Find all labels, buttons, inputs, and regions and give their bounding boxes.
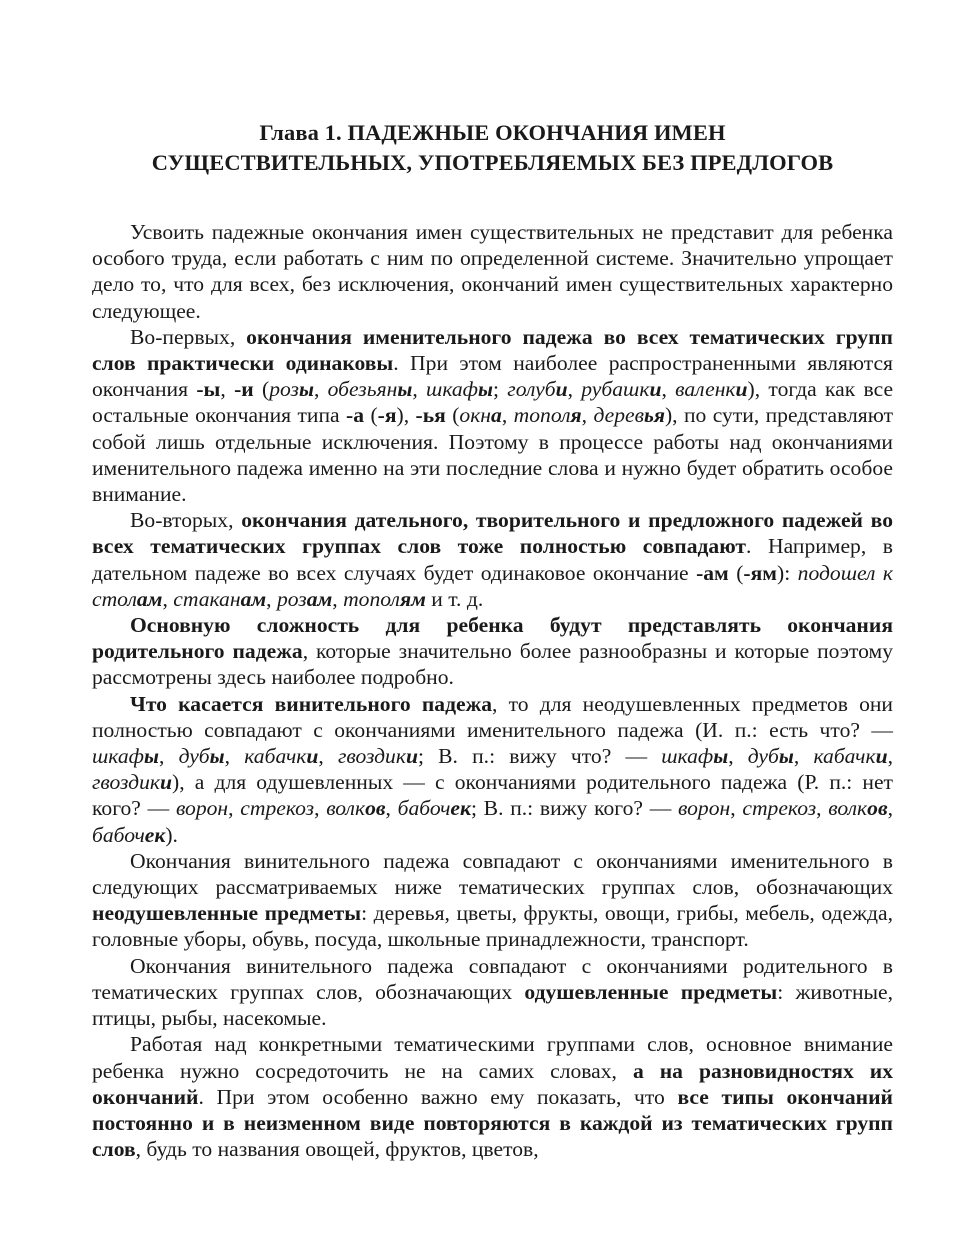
text-run: ов (867, 796, 888, 821)
text-run: ы (778, 744, 794, 769)
text-run: ( (364, 403, 378, 428)
text-run: окн (459, 403, 492, 428)
text-run: Что касается винительного падежа (130, 691, 493, 716)
text-run: бабоч (397, 796, 451, 821)
text-run: ям (399, 586, 426, 611)
paragraph (92, 953, 893, 1032)
text-run: Работая над конкретными тематическими группами слов, основное внимание ребенка нужно сосредоточить не на самих словах, (92, 1032, 893, 1083)
text-run: ), (396, 403, 416, 428)
text-run: гвоздик (92, 770, 160, 795)
text-run: и (649, 377, 662, 402)
text-run: ы (397, 377, 413, 402)
text-run: стакан (173, 586, 241, 611)
text-run: ы (209, 744, 225, 769)
text-run: ы (713, 744, 729, 769)
text-run: , будь то названия овощей, фруктов, цветов, (135, 1137, 539, 1162)
paragraph (92, 691, 893, 848)
text-run: Во-вторых, (130, 508, 242, 533)
text-run: ), по сути, представляют собой лишь отдельные исключения. Поэтому в процессе работы над окончаниями именительного падежа именно на эти последние слова и нужно будет обратить особое внимание. (92, 403, 894, 507)
text-run: ек (450, 796, 471, 821)
text-run: ам (136, 586, 163, 611)
text-run: ы (298, 377, 314, 402)
text-run: Усвоить падежные окончания имен существительных не представит для ребенка особого труда, если работать с ним по определенной системе. Значительно упрощает дело то, что для всех, без исключения, окончаний имен существительных характерно следующее. (92, 220, 893, 323)
text-run: -ы (196, 377, 221, 402)
text-run: дерев (593, 403, 644, 428)
text-run: , (313, 377, 328, 402)
text-run: -и (234, 377, 254, 402)
text-run: ): (777, 560, 798, 585)
text-run: , (581, 403, 594, 428)
text-run: . При этом особенно важно ему показать, что (198, 1084, 678, 1109)
paragraph (92, 507, 893, 612)
text-run: ы (478, 377, 493, 402)
text-run: шкаф (92, 744, 144, 769)
body-text (92, 219, 893, 1162)
text-run: шкаф (426, 377, 479, 402)
text-run: и (306, 744, 319, 769)
paragraph (92, 1031, 893, 1162)
text-run: . Например, в дательном падеже во всех случаях будет одинаковое окончание (92, 534, 893, 585)
text-run: и (160, 770, 173, 795)
text-run: , (228, 796, 241, 821)
text-run: голуб (507, 377, 556, 402)
text-run: , (887, 744, 894, 769)
chapter-title (92, 118, 893, 178)
text-run: Основную сложность для ребенка будут представлять окончания родительного падежа (92, 613, 893, 664)
text-run: -ам (696, 560, 729, 585)
text-run: : животные, птицы, рыбы, насекомые. (92, 979, 893, 1031)
text-run: и (875, 744, 888, 769)
text-run: , которые значительно более разнообразны и которые поэтому рассмотрены здесь наиболее подробно. (92, 639, 893, 690)
text-run: , (314, 796, 327, 821)
text-run: стрекоз (742, 796, 817, 821)
text-run: волк (326, 796, 366, 821)
text-run: а (491, 403, 502, 428)
text-run: , (728, 744, 748, 769)
text-run: , (661, 377, 676, 402)
text-run: , (730, 796, 743, 821)
text-run: Окончания винительного падежа совпадают с окончаниями именительного в следующих рассматриваемых ниже тематических группах слов, обозначающих (92, 848, 893, 900)
text-run: , (816, 796, 829, 821)
text-run: роз (276, 586, 307, 611)
text-run: , (385, 796, 398, 821)
text-run: ), тогда как все остальные окончания типа (92, 377, 894, 428)
text-run: -ья (415, 403, 446, 428)
text-run: и т. д. (425, 586, 484, 611)
text-run: ы (144, 744, 159, 769)
text-run: ; (493, 377, 508, 402)
text-run: , (220, 377, 235, 402)
text-run: и (735, 377, 748, 402)
text-run: и (555, 377, 568, 402)
text-run: одушевленные предметы (524, 979, 778, 1004)
text-run: , (501, 403, 514, 428)
text-run: ам (240, 586, 267, 611)
text-run: волк (828, 796, 868, 821)
document-page (92, 118, 893, 1162)
text-run: окончания именительного падежа во всех тематических групп слов практически одинаковы (92, 324, 893, 376)
text-run: стрекоз (240, 796, 315, 821)
text-run: дуб (178, 744, 210, 769)
text-run: , (793, 744, 814, 769)
text-run: бабоч (92, 822, 145, 847)
text-run: ; В. п.: вижу что? — (417, 744, 662, 769)
text-run: , (412, 377, 427, 402)
text-run: рубашк (581, 377, 650, 402)
text-run: , (266, 586, 277, 611)
text-run: ек (144, 822, 166, 847)
paragraph (92, 324, 893, 507)
text-run: ( (728, 560, 744, 585)
text-run: ам (306, 586, 333, 611)
text-run: : деревья, цветы, фрукты, овощи, грибы, мебель, одежда, головные уборы, обувь, посуда, школьные принадлежности, транспорт. (92, 901, 893, 952)
text-run: дуб (747, 744, 779, 769)
text-run: ). (165, 822, 178, 847)
text-run: ворон (175, 796, 229, 821)
text-run: Окончания винительного падежа совпадают с окончаниями родительного в тематических группах слов, обозначающих (92, 953, 893, 1004)
text-run: топол (343, 586, 400, 611)
text-run: гвоздик (337, 744, 406, 769)
text-run: , (224, 744, 245, 769)
text-run: , (162, 586, 174, 611)
text-run: обезьян (327, 377, 398, 402)
paragraph (92, 219, 893, 324)
text-run: , (887, 796, 893, 821)
text-run: шкаф (661, 744, 714, 769)
text-run: ворон (678, 796, 731, 821)
text-run: топол (513, 403, 571, 428)
paragraph (92, 612, 893, 691)
chapter-title-line-2: СУЩЕСТВИТЕЛЬНЫХ, УПОТРЕБЛЯЕМЫХ БЕЗ ПРЕДЛОГОВ (151, 150, 834, 175)
text-run: , (158, 744, 179, 769)
text-run: кабачк (813, 744, 876, 769)
text-run: -а (346, 403, 365, 428)
text-run: ), а для одушевленных — с окончаниями родительного падежа (Р. п.: нет кого? — (92, 770, 893, 821)
text-run: . При этом наиболее распространенными являются окончания (92, 351, 893, 402)
text-run: -я (377, 403, 397, 428)
text-run: и (405, 744, 418, 769)
text-run: Во-первых, (130, 324, 247, 349)
text-run: все типы окончаний постоянно и в неизменном виде повторяются в каждой из тематических групп слов (92, 1084, 893, 1162)
text-run: роз (269, 377, 299, 402)
text-run: , то для неодушевленных предметов они полностью совпадают с окончаниями именительного падежа (И. п.: есть что? — (92, 691, 893, 742)
text-run: ; В. п.: вижу кого? — (470, 796, 679, 821)
text-run: , (332, 586, 344, 611)
text-run: ( (253, 377, 270, 402)
paragraph (92, 848, 893, 953)
text-run: окончания дательного, творительного и предложного падежей во всех тематических группах слов тоже полностью совпадают (92, 508, 893, 559)
text-run: , (318, 744, 338, 769)
text-run: -ям (743, 560, 778, 585)
text-run: ья (643, 403, 665, 428)
text-run: , (567, 377, 582, 402)
text-run: валенк (675, 377, 736, 402)
text-run: кабачк (244, 744, 307, 769)
text-run: ов (365, 796, 386, 821)
text-run: я (570, 403, 582, 428)
chapter-title-line-1: Глава 1. ПАДЕЖНЫЕ ОКОНЧАНИЯ ИМЕН (259, 120, 726, 145)
text-run: а на разновидностях их окончаний (92, 1058, 894, 1109)
text-run: ( (445, 403, 460, 428)
text-run: подошел к стол (92, 560, 894, 611)
text-run: неодушевленные предметы (92, 901, 362, 926)
